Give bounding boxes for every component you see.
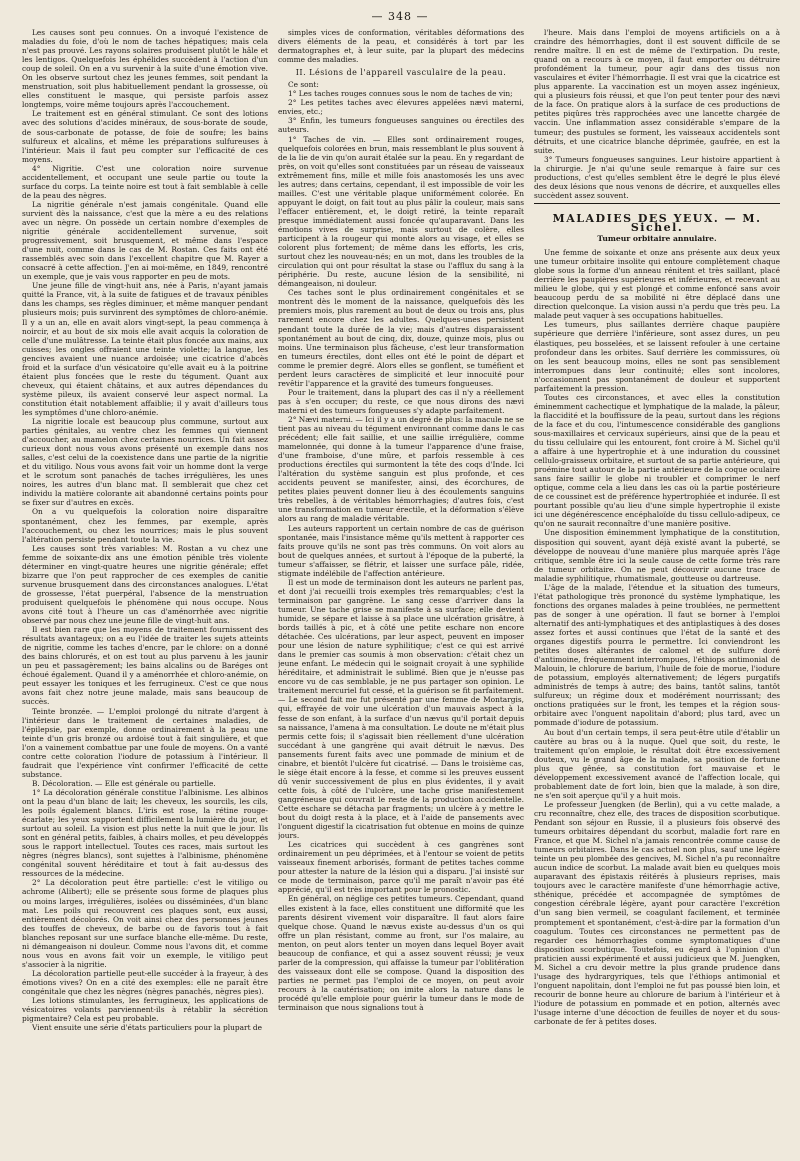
column-2: [278, 28, 524, 1153]
paragraph: La nigritie générale n'est jamais congénitale. Quand elle survient dès la naissance, c'est que la mère a eu des relations avec un nègre. On possède un certain nombre d'exemples de nigritie générale accidentellement survenue, soit progressivement, soit brusquement, et même dans l'espace d'une nuit, comme dans le cas de M. Rostan. Ces faits ont été rassemblés avec soin dans l'excellent chapitre que M. Rayer a consacré à cette affection. J'en ai moi-même, en 1849, rencontré un exemple, que je vais vous rapporter en peu de mots.: [22, 199, 268, 282]
list-item: 3° Enfin, les tumeurs fongueuses sanguines ou érectiles des auteurs.: [278, 116, 524, 135]
article-subtitle: Tumeur orbitaire annulaire.: [597, 233, 717, 243]
paragraph: l'heure. Mais dans l'emploi de moyens artificiels on a à craindre des hémorrhagies, dont il est souvent difficile de se rendre maître. Il en est de même de l'extirpation. Du reste, quand on a recours à ce moyen, il faut emporter ou détruire profondément la tumeur, pour agir dans des tissus non vasculaires et éviter l'hémorrhagie. Il est vrai que la cicatrice est plus apparente. La vaccination est un moyen assez ingénieux, qui a plusieurs fois réussi, et que l'on peut tenter pour des nævi de la face. On pratique alors à la surface de ces productions de petites piqûres très rapprochées avec une lancette chargée de vaccin. Une inflammation assez considérable s'empare de la tumeur; des pustules se forment, les vaisseaux accidentels sont détruits, et une cicatrice blanche déprimée, gaufrée, en est la suite.: [534, 28, 780, 155]
divider: [534, 203, 780, 204]
paragraph: 2° La décoloration peut être partielle: c'est le vitiligo ou achrome (Alibert); elle se présente sous forme de plaques plus ou moins larges, irrégulières, isolées ou disséminées, d'un blanc mat. Les poils qui recouvrent ces plaques sont, eux aussi, entièrement décolorés. On voit ainsi chez des personnes jeunes des touffes de cheveux, de barbe ou de favoris tout à fait blanches reposant sur une surface blanche elle-même. Du reste, ni démangeaison ni douleur. Comme nous l'avons dit, et comme nous vous en avons fait voir un exemple, le vitiligo peut s'associer à la nigritie.: [22, 878, 268, 969]
paragraph: simples vices de conformation, véritables déformations des divers éléments de la peau, et considérés à tort par les dermatographes et, à leur suite, par la plupart des médecins comme des maladies.: [278, 28, 524, 65]
paragraph: Au bout d'un certain temps, il sera peut-être utile d'établir un cautère au bras ou à la nuque. Quel que soit, du reste, le traitement qu'on emploie, le résultat doit être excessivement douteux, vu le grand âge de la malade, sa position de fortune plus que gênée, sa constitution fort mauvaise et le développement excessivement avancé de l'affection locale, qui probablement date de fort loin, bien que la malade, à son dire, ne s'en soit aperçue qu'il y a huit mois.: [534, 727, 780, 800]
paragraph: En général, on néglige ces petites tumeurs. Cependant, quand elles existent à la face, elles constituent une difformité que les parents désirent vivement voir disparaître. Il faut alors faire quelque chose. Quand le nævus existe au-dessus d'un os qui offre un plan résistant, comme au front, sur l'os malaire, au menton, on peut alors tenter un moyen dans lequel Boyer avait beaucoup de confiance, et qui a assez souvent réussi; je veux parler de la compression, qui affaisse la tumeur par l'oblitération des vaisseaux dont elle se compose. Quand la disposition des parties ne permet pas l'emploi de ce moyen, on peut avoir recours à la cautérisation; on imite alors la nature dans le procédé qu'elle emploie pour guérir la tumeur dans le mode de terminaison que nous signalions tout à: [278, 894, 524, 1013]
paragraph: 1° La décoloration générale constitue l'albinisme. Les albinos ont la peau d'un blanc de lait; les cheveux, les sourcils, les cils, les poils également blancs. L'iris est rose, la rétine rouge-écarlate; les yeux supportent difficilement la lumière du jour, et surtout au soleil. La vision est plus nette la nuit que le jour. Ils sont en général petits, faibles, à chairs molles, et peu développés sous le rapport intellectuel. Toutes ces races, mais surtout les nègres (nègres blancs), sont sujettes à l'albinisme, phénomène congénital souvent héréditaire et tout à fait au-dessus des ressources de la médecine.: [22, 787, 268, 879]
paragraph: 4° Nigritie. C'est une coloration noire survenue accidentellement, et occupant une seule partie ou toute la surface du corps. La teinte noire est tout à fait semblable à celle de la peau des nègres.: [22, 163, 268, 200]
paragraph: Une femme de soixante et onze ans présente aux deux yeux une tumeur orbitaire insolite qui entoure complètement chaque globe sous la forme d'un anneau rénitent et très saillant, placé derrière les paupières supérieures et inférieures, et recevant au milieu le globe, qui y est plongé et comme enfoncé sans avoir beaucoup perdu de sa mobilité ni être déplacé dans une direction quelconque. La vision aussi n'a perdu que très peu. La malade peut vaquer à ses occupations habituelles.: [534, 248, 780, 321]
paragraph: La décoloration partielle peut-elle succéder à la frayeur, à des émotions vives? On en a cité des exemples: elle ne paraît être congénitale que chez les nègres (nègres panachés, nègres pies).: [22, 968, 268, 996]
paragraph: Ces taches sont le plus ordinairement congénitales et se montrent dès le moment de la naissance, quelquefois dès les premiers mois, plus rarement au bout de deux ou trois ans, plus rarement encore chez les adultes. Quelques-unes persistent pendant toute la durée de la vie; mais d'autres disparaissent spontanément au bout de cinq, dix, douze, quinze mois, plus ou moins. Une terminaison plus fâcheuse, c'est leur transformation en tumeurs érectiles, dont elles ont été le point de départ et comme le premier degré. Alors elles se gonflent, se tuméfient et perdent leurs caractères de simplicité et leur innocuité pour revêtir l'apparence et la gravité des tumeurs fongueuses.: [278, 288, 524, 388]
paragraph: Le traitement est en général stimulant. Ce sont des lotions avec des solutions d'acides minéraux, de sous-borate de soude, de sous-carbonate de potasse, de foie de soufre; les bains sulfureux et alcalins, et même les préparations sulfureuses à l'intérieur. Mais il faut peu compter sur l'efficacité de ces moyens.: [22, 109, 268, 164]
paragraph: Une jeune fille de vingt-huit ans, née à Paris, n'ayant jamais quitté la France, vit, à la suite de fatigues et de travaux pénibles dans les champs, ses règles diminuer, et même manquer pendant plusieurs mois; puis survinrent des symptômes de chloro-anémie. Il y a un an, elle en avait alors vingt-sept, la peau commença à noircir, et au bout de six mois elle avait acquis la coloration de celle d'une mulâtresse. La teinte était plus foncée aux mains, aux cuisses; les ongles offraient une teinte violette; la langue, les gencives avaient une nuance ardoisée; une cicatrice d'abcès froid et la surface d'un vésicatoire qu'elle avait eu à la poitrine étaient plus foncées que le reste du tégument. Quant aux cheveux, qui étaient châtains, et aux autres dépendances du système pileux, ils avaient conservé leur aspect normal. La constitution était notablement affaiblie; il y avait d'ailleurs tous les symptômes d'une chloro-anémie.: [22, 281, 268, 417]
paragraph: Les auteurs rapportent un certain nombre de cas de guérison spontanée, mais l'insistance même qu'ils mettent à rapporter ces faits prouve qu'ils ne sont pas très communs. On voit alors au bout de quelques années, et surtout à l'époque de la puberté, la tumeur s'affaisser, se flétrir, et laisser une surface pâle, ridée, stigmate indélébile de l'affection antérieure.: [278, 523, 524, 578]
paragraph: B. Décoloration. — Elle est générale ou partielle.: [32, 778, 216, 788]
paragraph: Les tumeurs, plus saillantes derrière chaque paupière supérieure que derrière l'inférieure, sont assez dures, un peu élastiques, peu bosselées, et se laissent refouler à une certaine profondeur dans les orbites. Sauf derrière les commissures, où on les sent beaucoup moins, elles ne sont pas sensiblement interrompues dans leur continuité; elles sont incolores, n'occasionnent pas spontanément de douleur et supportent parfaitement la pression.: [534, 320, 780, 393]
paragraph: La nigritie locale est beaucoup plus commune, surtout aux parties génitales, au ventre chez les femmes qui viennent d'accoucher, au mamelon chez certaines nourrices. Un fait assez curieux dont nous vous avons présenté un exemple dans nos salles, c'est celui de la coexistence dans une partie de la nigritie et du vitiligo. Nous vous avons fait voir un homme dont la verge et le scrotum sont panachés de taches irrégulières, les unes noires, les autres d'un blanc mat. Il semblerait que chez cet individu la matière colorante ait abandonné certains points pour se fixer sur d'autres en excès.: [22, 417, 268, 508]
paragraph: On a vu quelquefois la coloration noire disparaître spontanément, chez les femmes, par exemple, après l'accouchement, ou chez les nourrices; mais le plus souvent l'altération persiste pendant toute la vie.: [22, 507, 268, 544]
paragraph: 2° Nævi materni. — Ici il y a un degré de plus: la macule ne se tient pas au niveau du tégument environnant comme dans le cas précédent; elle fait saillie, et une saillie irrégulière, comme mamelonnée, qui donne à la tumeur l'apparence d'une fraise, d'une framboise, d'une mûre, et parfois ressemble à ces productions érectiles qui surmontent la tête des coqs d'Inde. Ici l'altération du système sanguin est plus profonde, et ces accidents peuvent se manifester, ainsi, des écorchures, de petites plaies peuvent donner lieu à des écoulements sanguins très rebelles, à de véritables hémorrhagies; d'autres fois, c'est une transformation en tumeur érectile, et la déformation s'élève alors au rang de maladie véritable.: [278, 414, 524, 524]
list-item: 2° Les petites taches avec élevures appelées nævi materni, envies, etc.;: [278, 98, 524, 117]
article-columns: [22, 28, 782, 1153]
paragraph: Teinte bronzée. — L'emploi prolongé du nitrate d'argent à l'intérieur dans le traitement de certaines maladies, de l'épilepsie, par exemple, donne ordinairement à la peau une teinte d'un gris bronzé ou ardoisé tout à fait singulière, et que l'on a vainement combattue par une foule de moyens. On a vanté contre cette coloration l'iodure de potassium à l'intérieur. Il faudrait que l'expérience vînt confirmer l'efficacité de cette substance.: [22, 706, 268, 779]
paragraph: L'âge de la malade, l'étendue et la situation des tumeurs, l'état pathologique très prononcé du système lymphatique, les fonctions des organes malades à peine troublées, ne permettent pas de songer à une opération. Il faut se borner à l'emploi alternatif des anti-lymphatiques et des antiplastiques à des doses assez fortes et aussi continues que l'état de la santé et des organes digestifs pourra le permettre. Ici conviendront les petites doses altérantes de calomel et de sulfure doré d'antimoine, fréquemment interrompues, l'éthiops antimonial de Malouin, le chlorure de barium, l'huile de foie de morue, l'iodure de potassium, employés alternativement; de légers purgatifs administrés de temps à autre; des bains, tantôt salins, tantôt sulfureux; un régime doux et modérément nourrissant; des onctions pratiquées sur le front, les tempes et la région sous-orbitaire avec l'onguent napolitain d'abord; plus tard, avec un pommade d'iodure de potassium.: [534, 582, 780, 728]
paragraph: Une disposition éminemment lymphatique de la constitution, disposition qui souvent, ayant déjà existé avant la puberté, se développe de nouveau d'une manière plus marquée après l'âge critique, semble être ici la seule cause de cette forme très rare de tumeur orbitaire. On ne peut découvrir aucune trace de maladie syphilitique, rhumatismale, goutteuse ou dartreuse.: [534, 528, 780, 583]
paragraph: Le professeur Juengken (de Berlin), qui a vu cette malade, a cru reconnaître, chez elle, des traces de disposition scorbutique. Pendant son séjour en Russie, il a plusieurs fois observé des tumeurs orbitaires dépendant du scorbut, maladie fort rare en France, et que M. Sichel n'a jamais rencontrée comme cause de tumeurs orbitaires. Dans le cas actuel non plus, sauf une légère teinte un peu plombée des gencives, M. Sichel n'a pu reconnaître aucun indice de scorbut. La malade avait bien eu quelques mois auparavant des épistaxis réitérés à plusieurs reprises, mais toujours avec le caractère manifeste d'une hémorrhagie active, sthénique, précédée et accompagnée de symptômes de congestion cérébrale légère, ayant pour caractère l'excrétion d'un sang bien vermeil, se coagulant facilement, et terminée promptement et spontanément, c'est-à-dire par la formation d'un coagulum. Toutes ces circonstances ne permettent pas de regarder ces hémorrhagies comme symptomatiques d'une disposition scorbutique. Toutefois, eu égard à l'opinion d'un praticien aussi expérimenté et aussi judicieux que M. Juengken, M. Sichel a cru devoir mettre la plus grande prudence dans l'usage des hydrargyriques, tels que l'éthiops antimonial et l'onguent napolitain, dont l'emploi ne fut pas poussé bien loin, et recourir de bonne heure au chlorure de barium à l'intérieur et à l'iodure de potassium en pommade et en potion, alternés avec l'usage interne d'une décoction de feuilles de noyer et du sous-carbonate de fer à petites doses.: [534, 799, 780, 1027]
paragraph: Pour le traitement, dans la plupart des cas il n'y a réellement pas à s'en occuper; du reste, ce que nous dirons des nævi materni et des tumeurs fongueuses s'y adapte parfaitement.: [278, 387, 524, 415]
paragraph: Il est bien rare que les moyens de traitement fournissent des résultats avantageux; on a eu l'idée de traiter les sujets atteints de nigritie, comme les taches d'encre, par le chlore: on a donné des bains chlorurés, et on est tout au plus parvenu à les jaunir un peu et passagèrement; les bains alcalins ou de Baréges ont échoué également. Quand il y a aménorrhée et chloro-anémie, on peut essayer les toniques et les ferrugineux. C'est ce que nous avons fait chez notre jeune malade, mais sans beaucoup de succès.: [22, 625, 268, 707]
paragraph: Les lotions stimulantes, les ferrugineux, les applications de vésicatoires volants parviennent-ils à rétablir la sécrétion pigmentaire? Cela est peu probable.: [22, 996, 268, 1024]
article-title: MALADIES DES YEUX. — M. Sichel.: [552, 211, 762, 234]
paragraph: Vient ensuite une série d'états particuliers pour la plupart de: [32, 1023, 262, 1033]
paragraph: Il est un mode de terminaison dont les auteurs ne parlent pas, et dont j'ai recueilli trois exemples très remarquables; c'est la terminaison par gangrène. Le sang cesse d'arriver dans la tumeur. Une tache grise se manifeste à sa surface; elle devient humide, se sépare et laisse à sa place une ulcération grisâtre, à bords taillés à pic, et à côté une petite eschare non encore détachée. Ces ulcérations, par leur aspect, peuvent en imposer pour une lésion de nature syphilitique; c'est ce qui est arrivé dans le premier cas soumis à mon observation: c'était chez un jeune enfant. Le médecin qui le soignait croyait à une syphilide héréditaire, et administrait le sublimé. Bien que je n'eusse pas encore vu de cas semblable, je ne pus partager son opinion. Le traitement mercuriel fut cessé, et la guérison se fit parfaitement. — Le second fait me fut présenté par une femme de Montargis, qui, effrayée de voir une ulcération d'un mauvais aspect à la fesse de son enfant, à la surface d'un nævus qu'il portait depuis sa naissance, l'amena à ma consultation. Le doute ne m'était plus permis cette fois; il s'agissait bien réellement d'une ulcération succédant à une gangrène qui avait détruit le nævus. Des pansements furent faits avec une pommade de minium et de cinabre, et bientôt l'ulcère fut cicatrisé. — Dans le troisième cas, le siège était encore à la fesse, et comme si les preuves eussent dû venir successivement de plus en plus évidentes, il y avait cette fois, à côté de l'ulcère, une tache grise manifestement gangréneuse qui couvrait le reste de la production accidentelle. Cette eschare se détacha par fragments; un ulcère à y mettre le bout du doigt resta à la place, et à l'aide de pansements avec l'onguent digestif la cicatrisation fut obtenue en moins de quinze jours.: [278, 577, 524, 841]
column-3: [534, 28, 780, 1153]
section-heading: II. Lésions de l'appareil vasculaire de la peau.: [295, 68, 507, 78]
paragraph: Toutes ces circonstances, et avec elles la constitution éminemment cachectique et lymphatique de la malade, la pâleur, la flaccidité et la bouffissure de la peau, surtout dans les régions de la face et du cou, l'intumescence considérable des ganglions sous-maxillaires et cervicaux supérieurs, ainsi que de la peau et du tissu cellulaire qui les entourent, font croire à M. Sichel qu'il a affaire à une hypertrophie et à une induration du coussinet cellulo-graisseux orbitaire, et surtout de sa partie antérieure, qui proémine tout autour de la partie antérieure de la coque oculaire sans faire saillir le globe ni troubler et comprimer le nerf optique, comme cela a lieu dans les cas où la partie postérieure de ce coussinet est de préférence hypertrophiée et indurée. Il est pourtant possible qu'au lieu d'une simple hypertrophie il existe ici une dégénérescence encéphaloïde du tissu cellulo-adipeux, ce qu'on ne saurait reconnaître d'une manière positive.: [534, 392, 780, 529]
paragraph: Les cicatrices qui succèdent à ces gangrènes sont ordinairement un peu déprimées, et à l'entour se voient de petits vaisseaux finement arborisés, formant de petites taches comme pour attester la nature de la lésion qui a disparu. J'ai insisté sur ce mode de terminaison, parce qu'il me paraît n'avoir pas été apprécié, qu'il est très important pour le pronostic.: [278, 840, 524, 895]
column-1: [22, 28, 268, 1153]
paragraph: Les causes sont très variables: M. Rostan a vu chez une femme de soixante-dix ans une émotion pénible très violente déterminer en vingt-quatre heures une nigritie générale; effet bizarre que l'on peut rapprocher de ces exemples de canitie survenue brusquement dans des circonstances analogues. L'état de grossesse, l'état puerpéral, l'absence de la menstruation produisent quelquefois le phénomène qui nous occupe. Nous avons cité tout à l'heure un cas d'aménorrhée avec nigritie observé par nous chez une jeune fille de vingt-huit ans.: [22, 543, 268, 626]
paragraph: Ce sont:: [288, 80, 319, 90]
paragraph: 3° Tumeurs fongueuses sanguines. Leur histoire appartient à la chirurgie. Je n'ai qu'une seule remarque à faire sur ces productions, c'est qu'elles semblent être le degré le plus élevé des deux lésions que nous venons de décrire, et auxquelles elles succèdent assez souvent.: [534, 154, 780, 200]
paragraph: 1° Taches de vin. — Elles sont ordinairement rouges, quelquefois colorées en brun, mais ressemblant le plus souvent à de la lie de vin qu'on aurait étalée sur la peau. En y regardant de près, on voit qu'elles sont constituées par un réseau de vaisseaux extrêmement fins, mille et mille fois anastomosés les uns avec les autres; dans certains, cependant, il est impossible de voir les mailles. C'est une véritable plaque uniformément colorée. En appuyant le doigt, on fait tout au plus pâlir la couleur, mais sans l'effacer entièrement, et, le doigt retiré, la teinte reparaît presque immédiatement aussi foncée qu'auparavant. Dans les émotions vives de surprise, mais surtout de colère, elles participent à la rougeur qui monte alors au visage, et elles se colorent plus fortement; de même dans les efforts, les cris, surtout chez les nouveau-nés; en un mot, dans les troubles de la circulation qui ont pour résultat la stase ou l'afflux du sang à la périphérie. Du reste, aucune lésion de la sensibilité, ni démangeaison, ni douleur.: [278, 134, 524, 289]
list-item: 1° Les taches rouges connues sous le nom de taches de vin;: [288, 89, 513, 99]
page-number: — 348 —: [371, 10, 429, 23]
paragraph: Les causes sont peu connues. On a invoqué l'existence de maladies du foie, d'où le nom de taches hépatiques; mais cela n'est pas prouvé. Les rayons solaires produisent plutôt le hâle et les lentigos. Quelquefois les éphélides succèdent à l'action d'un coup de soleil. On en a vu survenir à la suite d'une émotion vive. On les observe surtout chez les jeunes femmes, soit pendant la menstruation, soit plus habituellement pendant la grossesse, où elles constituent le masque, qui persiste parfois assez longtemps, voire même toujours après l'accouchement.: [22, 28, 268, 110]
